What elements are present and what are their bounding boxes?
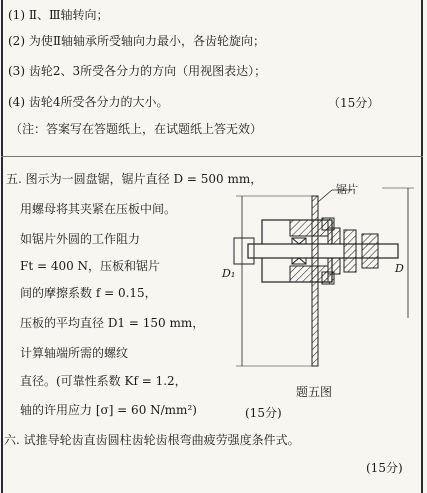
- bearing-cap-bottom: [322, 272, 334, 284]
- q5-line-6: 压板的平均直径 D1 = 150 mm，: [20, 316, 205, 330]
- pressure-plate-right: [344, 230, 356, 272]
- q5-line-4: Ft = 400 N，压板和锯片: [20, 259, 161, 273]
- figure-caption: 题五图: [296, 385, 333, 399]
- q4-item-3: (3) 齿轮2、3所受各分力的方向（用视图表达）；: [8, 64, 267, 78]
- q4-item-1: (1) Ⅱ、Ⅲ轴转向；: [8, 8, 109, 22]
- section-divider: [1, 156, 423, 157]
- circular-saw-figure: [232, 168, 417, 378]
- q5-line-8: 直径。(可靠性系数 Kf = 1.2，: [20, 374, 187, 388]
- q5-line-5: 间的摩擦系数 f = 0.15，: [20, 286, 157, 300]
- q5-line-3: 如锯片外圆的工作阻力: [20, 232, 141, 246]
- saw-blade: [312, 196, 318, 366]
- page-border-right: [421, 0, 423, 493]
- q4-item-2: (2) 为使Ⅱ轴轴承所受轴向力最小，各齿轮旋向；: [8, 34, 265, 48]
- q5-line-9: 轴的许用应力 [σ] = 60 N/mm²): [20, 403, 197, 417]
- q5-line-1: 五. 图示为一圆盘锯，锯片直径 D = 500 mm，: [6, 172, 263, 186]
- dim-d1-label: D₁: [222, 267, 236, 280]
- bearing-cap-top: [322, 218, 334, 230]
- q5-line-7: 计算轴端所需的螺纹: [20, 346, 129, 360]
- q4-score: （15分）: [328, 96, 380, 110]
- q6-score: (15分): [366, 461, 403, 475]
- dim-d-label: D: [395, 262, 404, 275]
- q6-text: 六. 试推导轮齿直齿圆柱齿轮齿根弯曲疲劳强度条件式。: [4, 433, 300, 447]
- page-border-left: [1, 0, 3, 493]
- q5-line-2: 用螺母将其夹紧在压板中间。: [20, 202, 177, 216]
- q5-score: (15分): [245, 406, 282, 420]
- exam-note: （注：答案写在答题纸上，在试题纸上答无效）: [10, 122, 263, 136]
- saw-blade-label: 锯片: [336, 183, 358, 196]
- nut: [362, 234, 378, 268]
- q4-item-4: (4) 齿轮4所受各分力的大小。: [8, 95, 169, 109]
